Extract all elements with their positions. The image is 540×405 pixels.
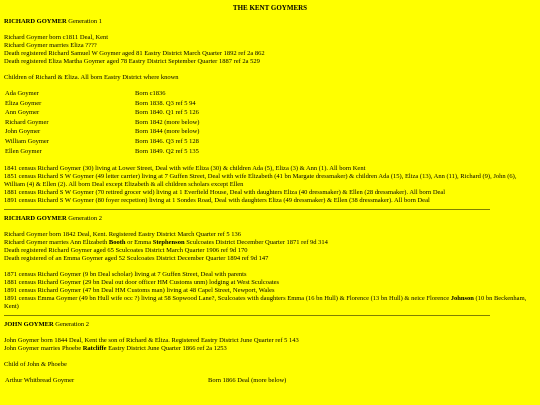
surname-stephenson: Stephenson xyxy=(152,239,185,247)
children-table xyxy=(5,377,286,387)
census-line: 1891 census Richard S W Goymer (80 foyer recpetion) living at 1 Sondes Road, Deal with daughters Eliza (49 dressmaker) & Ellen (38 dressmaker). All born Deal xyxy=(4,197,430,205)
census-line: 1881 census Richard Goymer (29 bn Deal out door officer HM Customs unm) lodging at West Sculcoates xyxy=(4,279,280,287)
marriage-text: Eastry District June Quarter 1866 ref 2a 1253 xyxy=(106,345,227,353)
children-table xyxy=(5,90,199,157)
person-name: RICHARD GOYMER xyxy=(4,18,67,25)
section-divider xyxy=(4,209,490,210)
fact-line: Richard Goymer marries Eliza ???? xyxy=(4,42,97,49)
table-row xyxy=(5,128,199,138)
section-heading xyxy=(4,321,536,329)
child-info: Born 1849. Q2 ref 5 135 xyxy=(135,147,199,155)
census-line: 1891 census Richard Goymer (47 bn Deal HM Customs man) living at 48 Capel Street, Newport, Wales xyxy=(4,287,275,295)
child-info: Born 1838. Q3 ref 5 94 xyxy=(135,99,196,107)
generation-label: Generation 1 xyxy=(68,18,103,25)
table-row xyxy=(5,100,199,110)
marriage-text: John Goymer marries Phoebe xyxy=(4,345,83,353)
child-info: Born 1840. Q1 ref 5 126 xyxy=(135,109,199,117)
child-info: Born 1844 (more below) xyxy=(135,128,200,136)
child-info: Born 1866 Deal (more below) xyxy=(208,377,287,385)
census-line xyxy=(4,295,536,311)
marriage-text: Richard Goymer marries Ann Elizabeth xyxy=(4,239,109,247)
section-heading xyxy=(4,18,536,26)
child-name: Eliza Goymer xyxy=(5,99,42,107)
generation-label: Generation 2 xyxy=(55,321,90,329)
census-line: 1881 census Richard S W Goymer (70 retired grocer wid) living at 1 Everfield House, Deal with daughters Eliza (40 dressmaker) & Ellen (28 dressmaker). All born Deal xyxy=(4,189,446,197)
child-info: Born 1842 (more below) xyxy=(135,118,200,126)
person-name: JOHN GOYMER xyxy=(4,321,54,329)
child-info: Born 1846. Q3 ref 5 128 xyxy=(135,137,199,145)
child-name: Ann Goymer xyxy=(5,109,40,117)
child-name: Ada Goymer xyxy=(5,90,39,97)
census-text: 1891 census Emma Goymer (49 bn Hull wife occ ?) living at 58 Sopwood Lane?, Sculcoates with daughters Emma (16 bn Hull) & Florence (13 bn Hull) & neice Florence xyxy=(4,295,451,303)
fact-line: Richard Goymer born 1842 Deal, Kent. Registered Eastry District March Quarter ref 5 136 xyxy=(4,231,241,239)
table-row xyxy=(5,109,199,119)
census-line: 1851 census Richard S W Goymer (49 letter carrier) living at 7 Guffen Street, Deal with wife Elizabeth (41 bn Margate dressmaker) & children Ada (15), Eliza (13), Ann (11), Richard (9), John (6), William (4) & Ellen (2). All born Deal except Elizabeth & all children scholars except Ellen xyxy=(4,173,517,189)
table-row xyxy=(5,119,199,129)
census-line: 1871 census Richard Goymer (9 bn Deal scholar) living at 7 Guffen Street, Deal with parents xyxy=(4,271,247,279)
child-name: Arthur Whitbread Goymer xyxy=(5,377,75,385)
section-john-gen2 xyxy=(4,321,536,387)
fact-line: Death registered Eliza Martha Goymer aged 78 Eastry District September Quarter 1887 ref 2a 529 xyxy=(4,58,260,65)
table-row xyxy=(5,148,199,158)
fact-line: John Goymer born 1844 Deal, Kent the son of Richard & Eliza. Registered Eastry District June Quarter ref 5 143 xyxy=(4,337,299,345)
generation-label: Generation 2 xyxy=(68,215,103,223)
section-richard-gen1 xyxy=(4,18,536,205)
fact-line: Death registered of an Emma Goymer aged 52 Sculcoates District December Quarter 1894 ref 9d 147 xyxy=(4,255,269,263)
census-text: (10 bn Beckenham, Kent) xyxy=(4,295,527,311)
child-name: Richard Goymer xyxy=(5,118,49,126)
census-line: 1841 census Richard Goymer (30) living at Lower Street, Deal with wife Eliza (30) & children Ada (5), Eliza (3) & Ann (1). All born Kent xyxy=(4,165,366,173)
surname-ratcliffe: Ratcliffe xyxy=(82,345,107,353)
fact-line: Richard Goymer born c1811 Deal, Kent xyxy=(4,34,109,41)
marriage-line xyxy=(4,345,536,353)
section-richard-gen2 xyxy=(4,215,536,311)
page-title: THE KENT GOYMERS xyxy=(232,4,308,12)
marriage-line xyxy=(4,239,536,247)
children-intro: Children of Richard & Eliza. All born Eastry District where known xyxy=(4,74,179,81)
child-info: Born c1836 xyxy=(135,90,166,97)
surname-johnson: Johnson xyxy=(450,295,474,303)
section-heading xyxy=(4,215,536,223)
child-name: John Goymer xyxy=(5,128,41,136)
fact-line: Death registered Richard Samuel W Goymer aged 81 Eastry District March Quarter 1892 ref 2a 862 xyxy=(4,50,265,57)
child-name: Ellen Goymer xyxy=(5,147,42,155)
person-name: RICHARD GOYMER xyxy=(4,215,67,223)
surname-booth: Booth xyxy=(108,239,126,247)
table-row xyxy=(5,138,199,148)
table-row xyxy=(5,90,199,100)
child-name: William Goymer xyxy=(5,137,49,145)
section-divider xyxy=(4,315,490,316)
fact-line: Death registered Richard Goymer aged 65 Sculcoates District March Quarter 1906 ref 9d 170 xyxy=(4,247,248,255)
table-row xyxy=(5,377,286,387)
children-intro: Child of John & Phoebe xyxy=(4,361,67,369)
marriage-text: or Emma xyxy=(125,239,153,247)
marriage-text: Sculcoates District December Quarter 1871 ref 9d 314 xyxy=(184,239,328,247)
